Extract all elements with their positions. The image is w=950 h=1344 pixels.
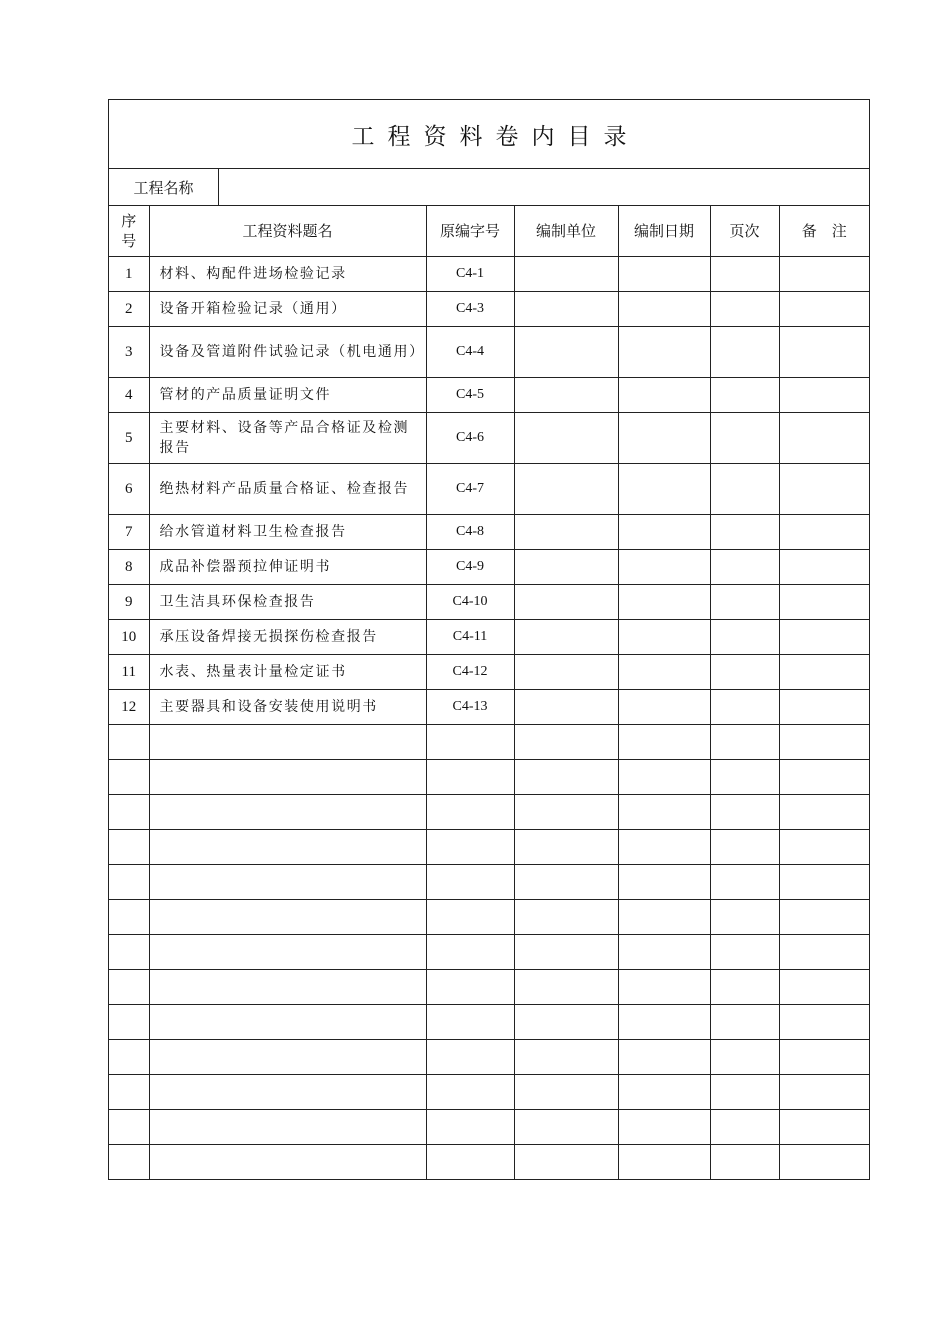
- row-date-cell: [618, 327, 710, 378]
- row-code-cell: C4-5: [426, 378, 514, 413]
- row-code-cell: C4-8: [426, 515, 514, 550]
- row-date-cell: [618, 760, 710, 795]
- row-remark-cell: [779, 725, 869, 760]
- row-code-cell: [426, 970, 514, 1005]
- row-remark-cell: [779, 1005, 869, 1040]
- header-row: [109, 206, 869, 257]
- row-page-cell: [710, 865, 779, 900]
- table-row: [109, 1145, 869, 1180]
- row-seq-cell: [109, 725, 149, 760]
- row-remark-cell: [779, 327, 869, 378]
- row-seq-cell: 9: [109, 585, 149, 620]
- row-date-cell: [618, 865, 710, 900]
- row-date-cell: [618, 378, 710, 413]
- row-seq-cell: [109, 970, 149, 1005]
- column-header-date: 编制日期: [618, 206, 710, 257]
- row-page-cell: [710, 760, 779, 795]
- row-title-cell: 卫生洁具环保检查报告: [149, 585, 426, 620]
- document-title: 工程资料卷内目录: [351, 123, 640, 150]
- row-code-cell: [426, 900, 514, 935]
- row-remark-cell: [779, 1075, 869, 1110]
- row-title-cell: [149, 1110, 426, 1145]
- catalog-body: [109, 257, 869, 1180]
- row-seq-cell: [109, 1075, 149, 1110]
- row-date-cell: [618, 970, 710, 1005]
- row-date-cell: [618, 585, 710, 620]
- row-remark-cell: [779, 830, 869, 865]
- row-title-cell: [149, 1005, 426, 1040]
- table-row: [109, 1110, 869, 1145]
- row-unit-cell: [514, 655, 618, 690]
- row-code-cell: C4-12: [426, 655, 514, 690]
- row-date-cell: [618, 1005, 710, 1040]
- row-title-cell: 材料、构配件进场检验记录: [149, 257, 426, 292]
- row-unit-cell: [514, 257, 618, 292]
- table-row: [109, 413, 869, 464]
- row-date-cell: [618, 515, 710, 550]
- row-unit-cell: [514, 327, 618, 378]
- row-title-cell: 管材的产品质量证明文件: [149, 378, 426, 413]
- catalog-form: [108, 99, 870, 1180]
- row-remark-cell: [779, 935, 869, 970]
- row-seq-cell: [109, 1040, 149, 1075]
- row-page-cell: [710, 327, 779, 378]
- row-remark-cell: [779, 655, 869, 690]
- row-code-cell: [426, 1005, 514, 1040]
- row-remark-cell: [779, 550, 869, 585]
- row-seq-cell: 8: [109, 550, 149, 585]
- row-remark-cell: [779, 970, 869, 1005]
- row-date-cell: [618, 413, 710, 464]
- row-code-cell: [426, 865, 514, 900]
- row-remark-cell: [779, 1145, 869, 1180]
- row-page-cell: [710, 620, 779, 655]
- row-date-cell: [618, 292, 710, 327]
- row-remark-cell: [779, 900, 869, 935]
- row-code-cell: C4-7: [426, 464, 514, 515]
- row-code-cell: [426, 1145, 514, 1180]
- row-date-cell: [618, 620, 710, 655]
- row-title-cell: 设备及管道附件试验记录（机电通用）: [149, 327, 426, 378]
- row-page-cell: [710, 1005, 779, 1040]
- row-seq-cell: 5: [109, 413, 149, 464]
- row-title-cell: 水表、热量表计量检定证书: [149, 655, 426, 690]
- row-unit-cell: [514, 865, 618, 900]
- row-code-cell: [426, 795, 514, 830]
- row-page-cell: [710, 1110, 779, 1145]
- row-unit-cell: [514, 1145, 618, 1180]
- row-seq-cell: 6: [109, 464, 149, 515]
- table-row: [109, 1005, 869, 1040]
- row-page-cell: [710, 464, 779, 515]
- title-row: [109, 100, 869, 169]
- row-unit-cell: [514, 1040, 618, 1075]
- row-title-cell: [149, 935, 426, 970]
- row-code-cell: C4-13: [426, 690, 514, 725]
- row-title-cell: 成品补偿器预拉伸证明书: [149, 550, 426, 585]
- row-title-cell: [149, 760, 426, 795]
- row-unit-cell: [514, 830, 618, 865]
- project-name-label: 工程名称: [109, 169, 219, 205]
- column-header-code: 原编字号: [426, 206, 514, 257]
- row-remark-cell: [779, 585, 869, 620]
- row-date-cell: [618, 795, 710, 830]
- table-row: [109, 257, 869, 292]
- row-page-cell: [710, 550, 779, 585]
- row-code-cell: C4-4: [426, 327, 514, 378]
- row-date-cell: [618, 1040, 710, 1075]
- row-unit-cell: [514, 378, 618, 413]
- row-title-cell: [149, 725, 426, 760]
- row-title-cell: [149, 830, 426, 865]
- row-date-cell: [618, 1145, 710, 1180]
- row-date-cell: [618, 725, 710, 760]
- table-row: [109, 620, 869, 655]
- row-page-cell: [710, 690, 779, 725]
- project-name-field[interactable]: [219, 169, 869, 205]
- row-date-cell: [618, 464, 710, 515]
- row-code-cell: C4-6: [426, 413, 514, 464]
- row-remark-cell: [779, 515, 869, 550]
- row-page-cell: [710, 413, 779, 464]
- row-remark-cell: [779, 292, 869, 327]
- table-row: [109, 935, 869, 970]
- row-code-cell: [426, 830, 514, 865]
- row-page-cell: [710, 257, 779, 292]
- row-code-cell: C4-11: [426, 620, 514, 655]
- row-remark-cell: [779, 378, 869, 413]
- row-page-cell: [710, 795, 779, 830]
- row-title-cell: 设备开箱检验记录（通用）: [149, 292, 426, 327]
- table-row: [109, 760, 869, 795]
- row-title-cell: [149, 900, 426, 935]
- row-seq-cell: 10: [109, 620, 149, 655]
- row-page-cell: [710, 830, 779, 865]
- row-unit-cell: [514, 464, 618, 515]
- table-row: [109, 585, 869, 620]
- row-page-cell: [710, 1075, 779, 1110]
- table-row: [109, 292, 869, 327]
- row-remark-cell: [779, 464, 869, 515]
- row-page-cell: [710, 900, 779, 935]
- row-unit-cell: [514, 1005, 618, 1040]
- column-header-title: 工程资料题名: [149, 206, 426, 257]
- row-title-cell: 主要器具和设备安装使用说明书: [149, 690, 426, 725]
- row-remark-cell: [779, 760, 869, 795]
- row-remark-cell: [779, 620, 869, 655]
- row-unit-cell: [514, 690, 618, 725]
- row-remark-cell: [779, 1040, 869, 1075]
- row-date-cell: [618, 655, 710, 690]
- table-row: [109, 865, 869, 900]
- row-seq-cell: 7: [109, 515, 149, 550]
- row-seq-cell: [109, 900, 149, 935]
- row-title-cell: [149, 970, 426, 1005]
- row-unit-cell: [514, 760, 618, 795]
- row-date-cell: [618, 830, 710, 865]
- table-row: [109, 725, 869, 760]
- row-code-cell: C4-3: [426, 292, 514, 327]
- row-seq-cell: [109, 795, 149, 830]
- row-date-cell: [618, 690, 710, 725]
- table-row: [109, 795, 869, 830]
- row-page-cell: [710, 1145, 779, 1180]
- row-unit-cell: [514, 515, 618, 550]
- table-row: [109, 327, 869, 378]
- catalog-table: [109, 206, 869, 1179]
- row-title-cell: [149, 1075, 426, 1110]
- row-unit-cell: [514, 1110, 618, 1145]
- column-header-unit: 编制单位: [514, 206, 618, 257]
- row-unit-cell: [514, 795, 618, 830]
- row-unit-cell: [514, 900, 618, 935]
- row-page-cell: [710, 725, 779, 760]
- row-date-cell: [618, 550, 710, 585]
- row-code-cell: C4-1: [426, 257, 514, 292]
- row-page-cell: [710, 655, 779, 690]
- table-row: [109, 515, 869, 550]
- row-seq-cell: [109, 830, 149, 865]
- row-title-cell: 承压设备焊接无损探伤检查报告: [149, 620, 426, 655]
- table-row: [109, 970, 869, 1005]
- row-remark-cell: [779, 795, 869, 830]
- row-title-cell: 绝热材料产品质量合格证、检查报告: [149, 464, 426, 515]
- row-seq-cell: 2: [109, 292, 149, 327]
- row-seq-cell: [109, 760, 149, 795]
- row-title-cell: 给水管道材料卫生检查报告: [149, 515, 426, 550]
- row-unit-cell: [514, 413, 618, 464]
- table-row: [109, 900, 869, 935]
- table-row: [109, 690, 869, 725]
- row-code-cell: [426, 935, 514, 970]
- row-date-cell: [618, 935, 710, 970]
- row-remark-cell: [779, 1110, 869, 1145]
- table-row: [109, 1075, 869, 1110]
- row-remark-cell: [779, 690, 869, 725]
- table-row: [109, 464, 869, 515]
- row-title-cell: 主要材料、设备等产品合格证及检测报告: [149, 413, 426, 464]
- row-unit-cell: [514, 725, 618, 760]
- row-title-cell: [149, 795, 426, 830]
- row-unit-cell: [514, 1075, 618, 1110]
- row-seq-cell: [109, 1110, 149, 1145]
- row-title-cell: [149, 1145, 426, 1180]
- row-page-cell: [710, 515, 779, 550]
- row-remark-cell: [779, 413, 869, 464]
- row-date-cell: [618, 257, 710, 292]
- row-page-cell: [710, 585, 779, 620]
- row-title-cell: [149, 865, 426, 900]
- row-date-cell: [618, 1110, 710, 1145]
- row-page-cell: [710, 378, 779, 413]
- row-seq-cell: 3: [109, 327, 149, 378]
- table-row: [109, 655, 869, 690]
- row-page-cell: [710, 1040, 779, 1075]
- row-remark-cell: [779, 257, 869, 292]
- row-seq-cell: [109, 935, 149, 970]
- table-row: [109, 1040, 869, 1075]
- row-unit-cell: [514, 550, 618, 585]
- row-seq-cell: [109, 865, 149, 900]
- row-unit-cell: [514, 292, 618, 327]
- row-code-cell: [426, 760, 514, 795]
- column-header-remark: 备 注: [779, 206, 869, 257]
- row-seq-cell: 1: [109, 257, 149, 292]
- row-seq-cell: 12: [109, 690, 149, 725]
- table-row: [109, 830, 869, 865]
- row-code-cell: C4-10: [426, 585, 514, 620]
- table-row: [109, 378, 869, 413]
- row-code-cell: C4-9: [426, 550, 514, 585]
- project-name-row: [109, 169, 869, 206]
- row-code-cell: [426, 1110, 514, 1145]
- row-seq-cell: 4: [109, 378, 149, 413]
- row-page-cell: [710, 970, 779, 1005]
- row-page-cell: [710, 935, 779, 970]
- row-page-cell: [710, 292, 779, 327]
- column-header-page: 页次: [710, 206, 779, 257]
- row-seq-cell: 11: [109, 655, 149, 690]
- row-unit-cell: [514, 970, 618, 1005]
- row-unit-cell: [514, 585, 618, 620]
- row-unit-cell: [514, 935, 618, 970]
- table-row: [109, 550, 869, 585]
- row-title-cell: [149, 1040, 426, 1075]
- row-code-cell: [426, 725, 514, 760]
- row-unit-cell: [514, 620, 618, 655]
- row-seq-cell: [109, 1145, 149, 1180]
- column-header-seq: 序号: [109, 206, 149, 257]
- row-remark-cell: [779, 865, 869, 900]
- row-seq-cell: [109, 1005, 149, 1040]
- row-date-cell: [618, 1075, 710, 1110]
- row-date-cell: [618, 900, 710, 935]
- row-code-cell: [426, 1040, 514, 1075]
- row-code-cell: [426, 1075, 514, 1110]
